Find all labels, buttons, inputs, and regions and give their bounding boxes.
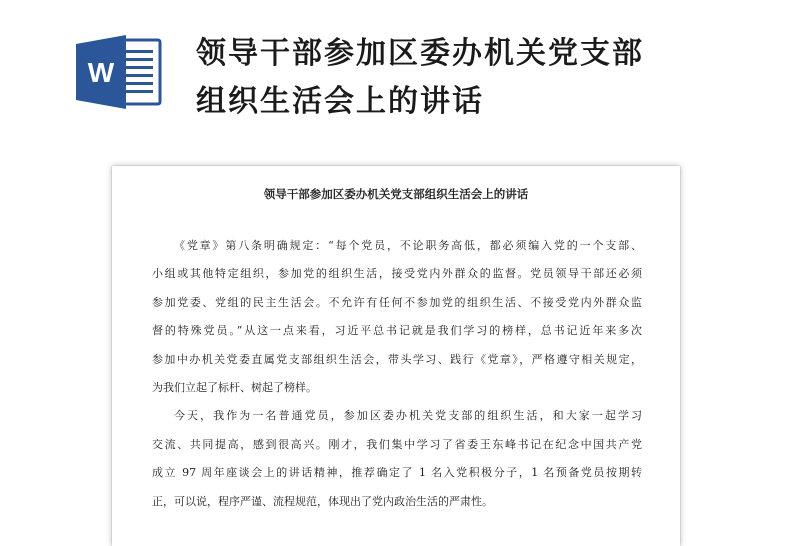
paragraph-line: 成立 97 周年座谈会上的讲话精神，推荐确定了 1 名入党积极分子，1 名预备党员按期转 <box>152 466 642 480</box>
word-icon-letter: W <box>87 57 115 88</box>
paragraph-line: 督的特殊党员。”从这一点来看，习近平总书记就是我们学习的榜样，总书记近年来多次 <box>152 324 642 338</box>
paragraph-line: 参加中办机关党委直属党支部组织生活会，带头学习、践行《党章》，严格遵守相关规定， <box>152 352 642 366</box>
paragraph-line: 正，可以说，程序严谨、流程规范，体现出了党内政治生活的严肃性。 <box>152 494 493 508</box>
paragraph-line: 今天，我作为一名普通党员，参加区委办机关党支部的组织生活，和大家一起学习 <box>174 409 642 423</box>
paragraph-line: 交流、共同提高，感到很高兴。刚才，我们集中学习了省委王东峰书记在纪念中国共产党 <box>152 437 642 451</box>
word-document-icon <box>76 35 164 109</box>
paragraph-line: 小组或其他特定组织，参加党的组织生活，接受党内外群众的监督。党员领导干部还必须 <box>152 267 642 281</box>
banner <box>0 0 800 140</box>
document-title: 领导干部参加区委办机关党支部组织生活会上的讲话 <box>263 187 529 201</box>
paragraph-line: 《党章》第八条明确规定：“每个党员，不论职务高低，都必须编入党的一个支部、 <box>174 239 642 252</box>
document-body <box>152 232 642 516</box>
banner-title-line-2: 组织生活会上的讲话 <box>196 84 484 119</box>
banner-title <box>196 30 776 126</box>
banner-title-line-1: 领导干部参加区委办机关党支部 <box>196 36 644 71</box>
paragraph-line: 参加党委、党组的民主生活会。不允许有任何不参加党的组织生活、不接受党内外群众监 <box>152 295 642 309</box>
document-page <box>112 166 680 546</box>
paragraph-line: 为我们立起了标杆、树起了榜样。 <box>152 380 317 394</box>
